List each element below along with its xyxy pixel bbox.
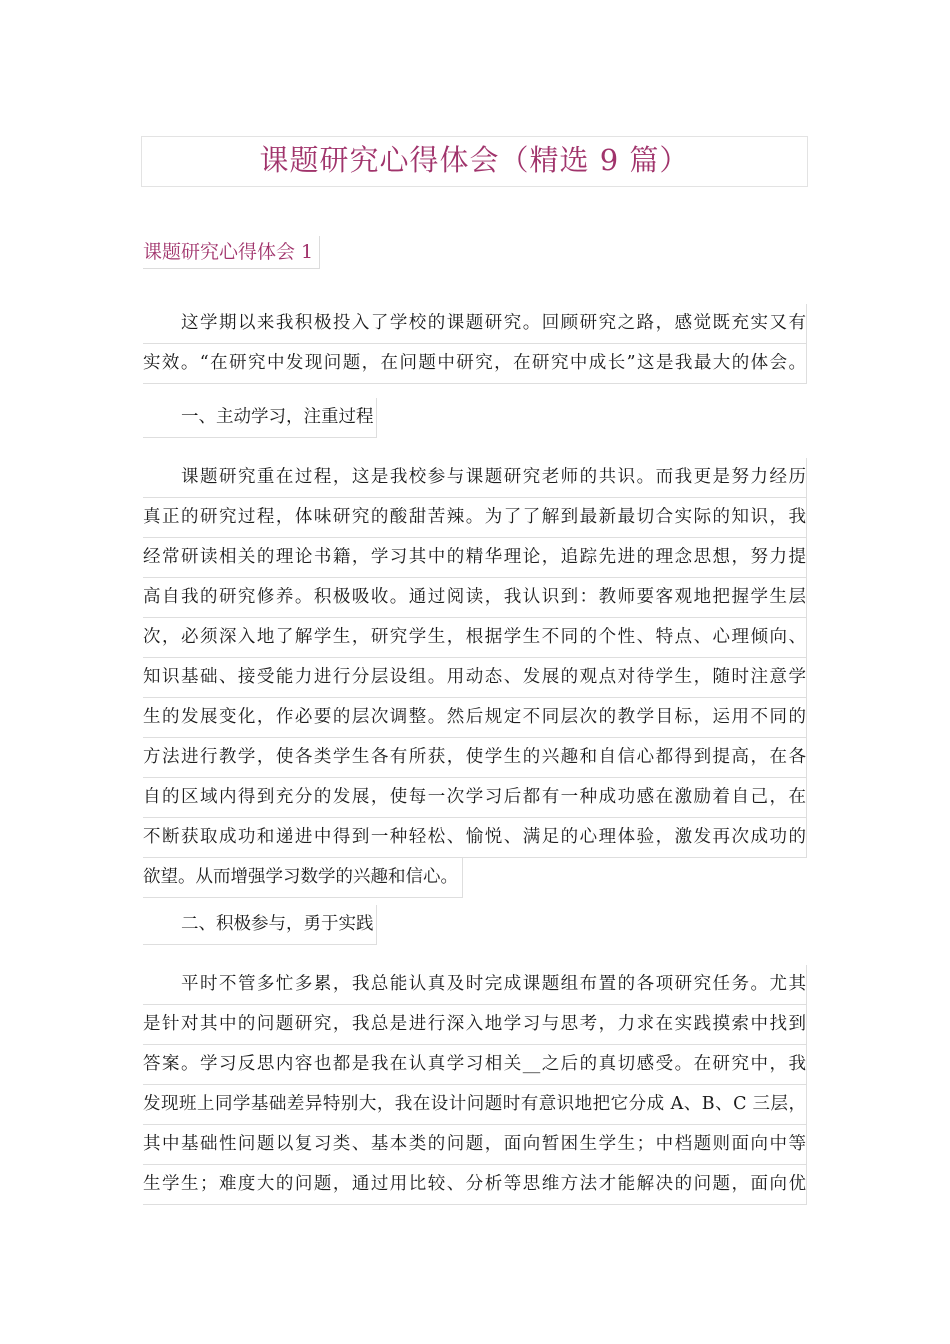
text-line: 方法进行教学，使各类学生各有所获，使学生的兴趣和自信心都得到提高，在各 xyxy=(143,738,807,778)
text-line: 真正的研究过程，体味研究的酸甜苦辣。为了了解到最新最切合实际的知识，我 xyxy=(143,498,807,538)
section-subtitle: 课题研究心得体会 1 xyxy=(143,236,320,269)
text-line: 这学期以来我积极投入了学校的课题研究。回顾研究之路，感觉既充实又有 xyxy=(143,304,807,344)
heading-text: 二、积极参与，勇于实践 xyxy=(143,905,377,945)
text-line: 次，必须深入地了解学生，研究学生，根据学生不同的个性、特点、心理倾向、 xyxy=(143,618,807,658)
text-line: 其中基础性问题以复习类、基本类的问题，面向暂困生学生；中档题则面向中等 xyxy=(143,1125,807,1165)
text-line: 课题研究重在过程，这是我校参与课题研究老师的共识。而我更是努力经历 xyxy=(143,458,807,498)
text-line: 知识基础、接受能力进行分层设组。用动态、发展的观点对待学生，随时注意学 xyxy=(143,658,807,698)
text-line: 生学生；难度大的问题，通过用比较、分析等思维方法才能解决的问题，面向优 xyxy=(143,1165,807,1205)
text-line: 发现班上同学基础差异特别大，我在设计问题时有意识地把它分成 A、B、C 三层， xyxy=(143,1085,807,1125)
title-box xyxy=(141,136,808,187)
section2-paragraph xyxy=(143,965,807,1205)
intro-paragraph xyxy=(143,304,807,384)
section2-heading xyxy=(143,905,807,949)
text-line: 生的发展变化，作必要的层次调整。然后规定不同层次的教学目标，运用不同的 xyxy=(143,698,807,738)
text-line: 自的区域内得到充分的发展，使每一次学习后都有一种成功感在激励着自己，在 xyxy=(143,778,807,818)
text-line: 经常研读相关的理论书籍，学习其中的精华理论，追踪先进的理念思想，努力提 xyxy=(143,538,807,578)
text-line: 欲望。从而增强学习数学的兴趣和信心。 xyxy=(143,858,463,898)
text-line: 高自我的研究修养。积极吸收。通过阅读，我认识到：教师要客观地把握学生层 xyxy=(143,578,807,618)
document-title: 课题研究心得体会（精选 9 篇） xyxy=(259,143,690,177)
text-line: 平时不管多忙多累，我总能认真及时完成课题组布置的各项研究任务。尤其 xyxy=(143,965,807,1005)
text-line: 实效。“在研究中发现问题，在问题中研究，在研究中成长”这是我最大的体会。 xyxy=(143,344,807,384)
text-line: 不断获取成功和递进中得到一种轻松、愉悦、满足的心理体验，激发再次成功的 xyxy=(143,818,807,858)
text-line: 是针对其中的问题研究，我总是进行深入地学习与思考，力求在实践摸索中找到 xyxy=(143,1005,807,1045)
section1-paragraph xyxy=(143,458,807,902)
heading-text: 一、主动学习，注重过程 xyxy=(143,398,377,438)
section1-heading xyxy=(143,398,807,442)
text-line: 答案。学习反思内容也都是我在认真学习相关__之后的真切感受。在研究中，我 xyxy=(143,1045,807,1085)
